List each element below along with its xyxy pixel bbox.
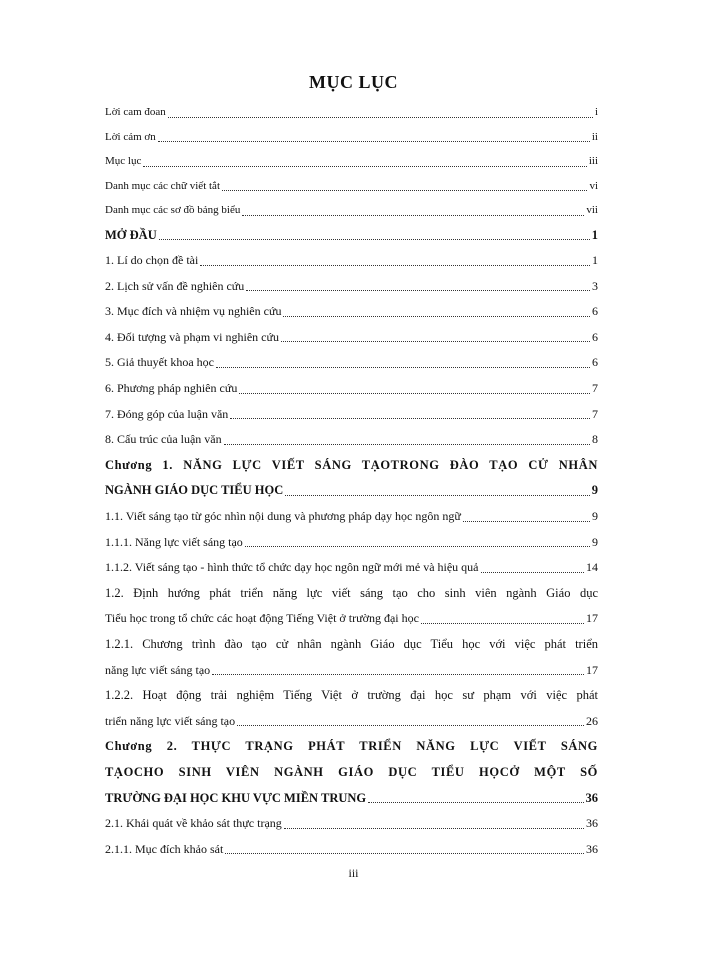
toc-entry-chuong-1-line1[interactable]: Chương 1. NĂNG LỰC VIẾT SÁNG TẠOTRONG ĐÀO TẠO CỬ NHÂN (105, 457, 598, 472)
toc-page: 6 (592, 304, 598, 319)
toc-entry-1[interactable] (105, 248, 598, 274)
toc-entry-1-2[interactable] (105, 606, 598, 632)
toc-page: ii (591, 130, 598, 143)
dot-leader (245, 546, 590, 547)
toc-page: 17 (586, 662, 598, 677)
toc-page: vi (589, 179, 598, 192)
dot-leader (168, 117, 593, 118)
toc-entry-loi-cam-on[interactable] (105, 125, 598, 150)
toc-label: 7. Đóng góp của luận văn (105, 406, 229, 421)
toc-label: TRƯỜNG ĐẠI HỌC KHU VỰC MIỀN TRUNG (105, 790, 367, 805)
toc-page: vii (586, 204, 598, 216)
toc-label: 5. Giả thuyết khoa học (105, 355, 214, 370)
toc-page: 36 (586, 816, 598, 831)
toc-label: Tiểu học trong tổ chức các hoạt động Tiếng Việt ở trường đại học (105, 611, 419, 626)
toc-label: 2. Lịch sử vấn đề nghiên cứu (105, 278, 245, 293)
toc-page: 7 (592, 406, 598, 421)
toc-label: 3. Mục đích và nhiệm vụ nghiên cứu (105, 304, 282, 319)
toc-entry-2-1[interactable] (105, 811, 598, 837)
dot-leader (230, 418, 590, 419)
toc-label: 2.1.1. Mục đích khảo sát (105, 841, 224, 856)
toc-entry-2[interactable] (105, 274, 598, 300)
toc-page: 1 (591, 227, 598, 242)
dot-leader (242, 215, 584, 216)
toc-entry-1-2-2-line1[interactable]: 1.2.2. Hoạt động trải nghiệm Tiếng Việt ở trường đại học sư phạm với việc phát (105, 688, 598, 703)
toc-entry-4[interactable] (105, 325, 598, 351)
toc-page: 3 (592, 278, 598, 293)
dot-leader (368, 802, 583, 803)
toc-entry-2-1-1[interactable] (105, 837, 598, 863)
dot-leader (224, 444, 590, 445)
dot-leader (281, 341, 590, 342)
toc-entry-chuong-2[interactable] (105, 786, 598, 812)
toc-label: 1.1.2. Viết sáng tạo - hình thức tổ chức dạy học ngôn ngữ mới mẻ và hiệu quả (105, 560, 479, 575)
toc-label: Lời cảm ơn (105, 130, 156, 143)
dot-leader (222, 190, 587, 191)
toc-page: 9 (591, 483, 598, 498)
toc-page: i (594, 106, 598, 118)
toc-label: Danh mục các chữ viết tắt (105, 179, 220, 192)
toc-page: 36 (586, 841, 598, 856)
dot-leader (216, 367, 590, 368)
toc-entry-8[interactable] (105, 427, 598, 453)
page-title: MỤC LỤC (309, 72, 398, 92)
toc-page: 17 (586, 611, 598, 626)
toc-entry-so-do-bang-bieu[interactable] (105, 198, 598, 223)
toc-page: 9 (592, 509, 598, 524)
toc-entry-1-1-1[interactable] (105, 530, 598, 556)
toc-label: 4. Đối tượng và phạm vi nghiên cứu (105, 329, 279, 344)
toc-entry-5[interactable] (105, 350, 598, 376)
toc-entry-1-2-line1[interactable]: 1.2. Định hướng phát triển năng lực viết sáng tạo cho sinh viên ngành Giáo dục (105, 585, 598, 600)
toc-entry-1-1-2[interactable] (105, 555, 598, 581)
toc-entry-1-2-1-line1[interactable]: 1.2.1. Chương trình đào tạo cử nhân ngành Giáo dục Tiểu học với việc phát triển (105, 637, 598, 651)
toc-label: NGÀNH GIÁO DỤC TIỂU HỌC (105, 483, 284, 498)
toc-entry-1-1[interactable] (105, 504, 598, 530)
toc-label: 6. Phương pháp nghiên cứu (105, 381, 238, 396)
toc-label: Mục lục (105, 155, 142, 167)
toc-page: 7 (592, 381, 598, 396)
toc-label: 1.1.1. Năng lực viết sáng tạo (105, 534, 243, 549)
dot-leader (285, 495, 589, 496)
toc-label: Danh mục các sơ đồ bảng biểu (105, 204, 241, 216)
toc-entry-chuong-2-line1[interactable]: Chương 2. THỰC TRẠNG PHÁT TRIỂN NĂNG LỰC VIẾT SÁNG (105, 739, 598, 754)
toc-page: 6 (592, 355, 598, 370)
toc-page: 26 (586, 713, 598, 728)
dot-leader (246, 290, 590, 291)
toc-entry-6[interactable] (105, 376, 598, 402)
page-number: iii (348, 866, 359, 880)
toc-label: Lời cam đoan (105, 106, 166, 118)
toc-entry-1-2-2[interactable] (105, 709, 598, 735)
toc-entry-loi-cam-doan[interactable] (105, 100, 598, 125)
toc-entry-chuong-2-line2[interactable]: TẠOCHO SINH VIÊN NGÀNH GIÁO DỤC TIỂU HỌCỞ MỘT SỐ (105, 764, 598, 779)
toc-entry-chuong-1[interactable] (105, 478, 598, 504)
toc-entry-mo-dau[interactable] (105, 223, 598, 249)
dot-leader (200, 265, 590, 266)
dot-leader (237, 725, 584, 726)
toc-label: triển năng lực viết sáng tạo (105, 713, 236, 728)
toc-label: 1. Lí do chọn đề tài (105, 253, 199, 268)
toc-label: 8. Cấu trúc của luận văn (105, 432, 222, 447)
toc-label: năng lực viết sáng tạo (105, 662, 211, 677)
toc-page: 1 (592, 253, 598, 268)
dot-leader (239, 393, 590, 394)
toc-page: 9 (592, 534, 598, 549)
toc-page: 14 (586, 560, 598, 575)
dot-leader (159, 239, 590, 240)
dot-leader (143, 166, 586, 167)
toc-page: 36 (585, 790, 598, 805)
toc-page: iii (588, 155, 598, 167)
dot-leader (158, 141, 590, 142)
toc-label: MỞ ĐẦU (105, 227, 157, 242)
toc-page: 6 (592, 329, 598, 344)
dot-leader (481, 572, 584, 573)
toc-entry-chu-viet-tat[interactable] (105, 174, 598, 199)
toc-page: 8 (592, 432, 598, 447)
table-of-contents (105, 100, 598, 862)
toc-entry-3[interactable] (105, 299, 598, 325)
dot-leader (463, 521, 590, 522)
dot-leader (283, 316, 590, 317)
toc-entry-1-2-1[interactable] (105, 658, 598, 684)
dot-leader (284, 828, 584, 829)
toc-label: 1.1. Viết sáng tạo từ góc nhìn nội dung và phương pháp dạy học ngôn ngữ (105, 509, 461, 524)
toc-label: 2.1. Khái quát về khảo sát thực trạng (105, 816, 282, 831)
toc-entry-7[interactable] (105, 402, 598, 428)
dot-leader (225, 853, 584, 854)
toc-entry-muc-luc[interactable] (105, 149, 598, 174)
dot-leader (212, 674, 584, 675)
dot-leader (421, 623, 584, 624)
